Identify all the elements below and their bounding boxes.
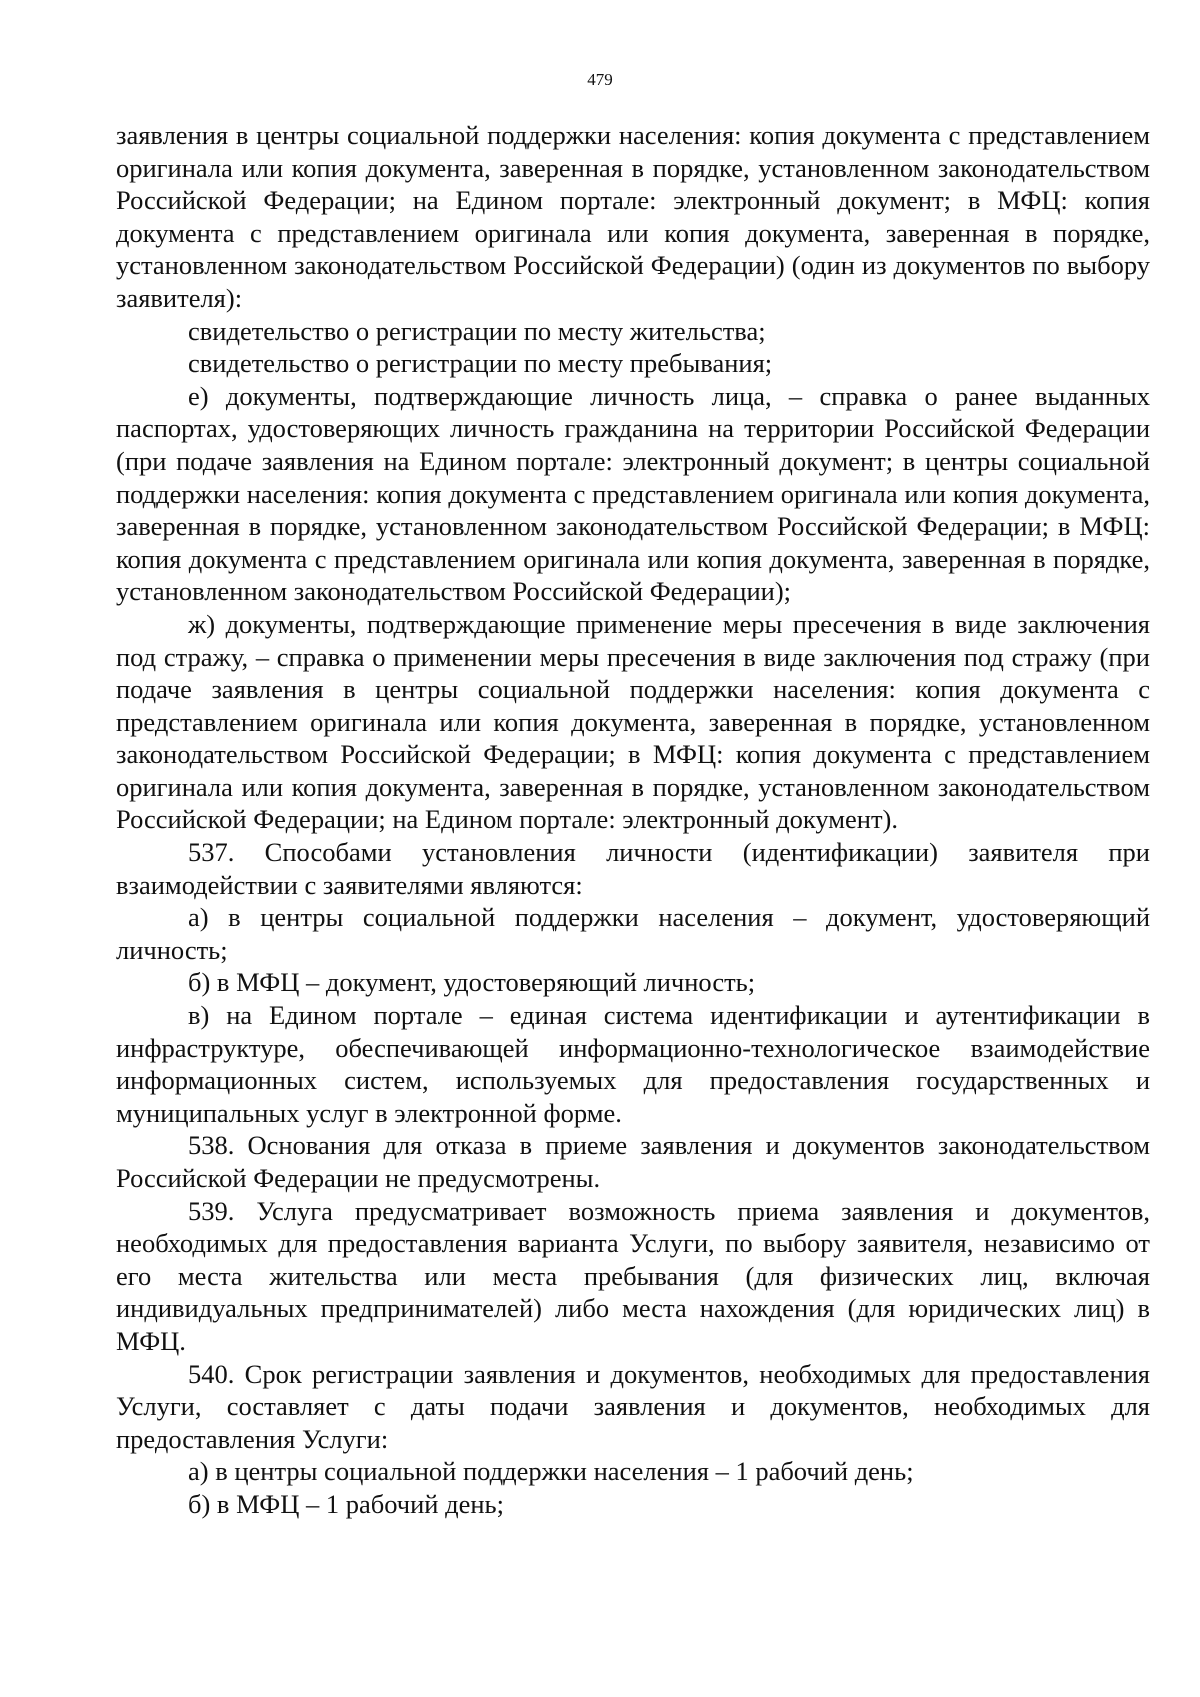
paragraph-537: 537. Способами установления личности (идентификации) заявителя при взаимодействии с заявителями являются: bbox=[116, 837, 1150, 900]
paragraph-538: 538. Основания для отказа в приеме заявления и документов законодательством Российской Федерации не предусмотрены. bbox=[116, 1130, 1150, 1193]
paragraph-540: 540. Срок регистрации заявления и документов, необходимых для предоставления Услуги, составляет с даты подачи заявления и документов, необходимых для предоставления Услуги: bbox=[116, 1358, 1150, 1454]
paragraph-537-v: в) на Едином портале – единая система идентификации и аутентификации в инфраструктуре, обеспечивающей информационно-технологическое взаимодействие информационных систем, используемых для предоставления государственных и муниципальных услуг в электронной форме. bbox=[116, 1000, 1150, 1128]
page-number: 479 bbox=[587, 70, 613, 89]
paragraph-537-b: б) в МФЦ – документ, удостоверяющий личность; bbox=[188, 967, 756, 998]
paragraph-residence-certificate: свидетельство о регистрации по месту жительства; bbox=[188, 315, 766, 346]
paragraph-item-zh: ж) документы, подтверждающие применение меры пресечения в виде заключения под стражу, – справка о применении меры пресечения в виде заключения под стражу (при подаче заявления в центры социальной поддержки населения: копия документа с представлением оригинала или копия документа, заверенная в порядке, установленном законодательством Российской Федерации; в МФЦ: копия документа с представлением оригинала или копия документа, заверенная в порядке, установленном законодательством Российской Федерации; на Едином портале: электронный документ). bbox=[116, 608, 1150, 835]
paragraph-stay-certificate: свидетельство о регистрации по месту пребывания; bbox=[188, 348, 773, 379]
paragraph-item-e: е) документы, подтверждающие личность лица, – справка о ранее выданных паспортах, удостоверяющих личность гражданина на территории Российской Федерации (при подаче заявления на Едином портале: электронный документ; в центры социальной поддержки населения: копия документа с представлением оригинала или копия документа, заверенная в порядке, установленном законодательством Российской Федерации; в МФЦ: копия документа с представлением оригинала или копия документа, заверенная в порядке, установленном законодательством Российской Федерации); bbox=[116, 380, 1150, 607]
paragraph-537-a: а) в центры социальной поддержки населения – документ, удостоверяющий личность; bbox=[116, 902, 1150, 965]
document-body bbox=[116, 119, 1150, 1521]
paragraph-540-b: б) в МФЦ – 1 рабочий день; bbox=[188, 1488, 504, 1519]
paragraph-continuation: заявления в центры социальной поддержки населения: копия документа с представлением оригинала или копия документа, заверенная в порядке, установленном законодательством Российской Федерации; на Едином портале: электронный документ; в МФЦ: копия документа с представлением оригинала или копия документа, заверенная в порядке, установленном законодательством Российской Федерации) (один из документов по выбору заявителя): bbox=[116, 120, 1150, 313]
paragraph-540-a: а) в центры социальной поддержки населения – 1 рабочий день; bbox=[188, 1456, 914, 1487]
paragraph-539: 539. Услуга предусматривает возможность приема заявления и документов, необходимых для предоставления варианта Услуги, по выбору заявителя, независимо от его места жительства или места пребывания (для физических лиц, включая индивидуальных предпринимателей) либо места нахождения (для юридических лиц) в МФЦ. bbox=[116, 1195, 1150, 1356]
